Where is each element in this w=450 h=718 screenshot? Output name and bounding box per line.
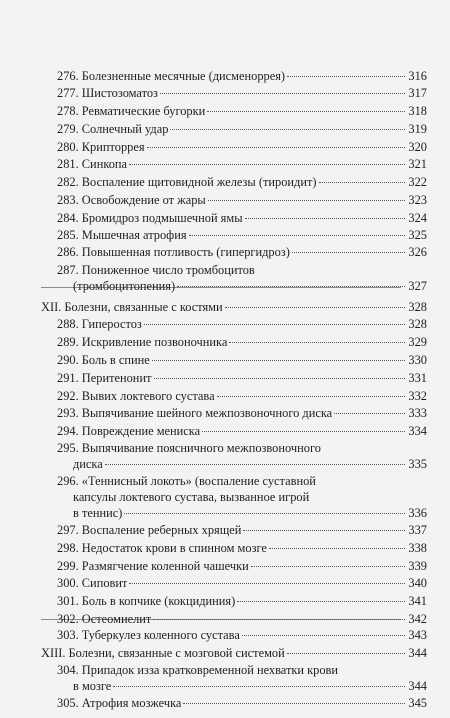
dot-leader bbox=[154, 378, 406, 379]
toc-entry-287-cont bbox=[73, 279, 427, 294]
entry-label: 295. Выпячивание поясничного межпозвоночного bbox=[57, 441, 321, 455]
entry-label: 278. Ревматические бугорки bbox=[57, 104, 206, 118]
page-number: 330 bbox=[408, 353, 427, 367]
entry-label: 300. Сиповит bbox=[57, 576, 128, 590]
entry-label: 281. Синкопа bbox=[57, 157, 128, 171]
entry-label: 299. Размягчение коленной чашечки bbox=[57, 559, 249, 573]
page-number: 317 bbox=[408, 86, 427, 100]
toc-entry-280 bbox=[57, 140, 427, 155]
page-number: 336 bbox=[408, 506, 427, 520]
dot-leader bbox=[147, 147, 406, 148]
entry-label: 303. Туберкулез коленного сустава bbox=[57, 628, 240, 642]
page-number: 321 bbox=[408, 157, 427, 171]
toc-entry-287 bbox=[57, 263, 255, 278]
dot-leader bbox=[251, 566, 406, 567]
toc-entry-301 bbox=[57, 594, 427, 609]
toc-entry-282 bbox=[57, 175, 427, 190]
entry-label: 276. Болезненные месячные (дисменоррея) bbox=[57, 69, 286, 83]
dot-leader bbox=[225, 307, 406, 308]
page-number: 333 bbox=[408, 406, 427, 420]
dot-leader bbox=[113, 686, 405, 687]
entry-label: 286. Повышенная потливость (гипергидроз) bbox=[57, 245, 290, 259]
toc-entry-288 bbox=[57, 317, 427, 332]
page-number: 343 bbox=[408, 628, 427, 642]
page-number: 326 bbox=[408, 245, 427, 259]
dot-leader bbox=[242, 635, 406, 636]
page-number: 339 bbox=[408, 559, 427, 573]
entry-label: 292. Вывих локтевого сустава bbox=[57, 389, 215, 403]
page-number: 329 bbox=[408, 335, 427, 349]
toc-entry-298 bbox=[57, 541, 427, 556]
dot-leader bbox=[237, 601, 405, 602]
toc-entry-304 bbox=[57, 663, 338, 678]
entry-label: 305. Атрофия мозжечка bbox=[57, 696, 182, 710]
entry-label: 285. Мышечная атрофия bbox=[57, 228, 187, 242]
dot-leader bbox=[207, 111, 405, 112]
page-number: 337 bbox=[408, 523, 427, 537]
page-number: 331 bbox=[408, 371, 427, 385]
toc-entry-281 bbox=[57, 157, 427, 172]
toc-entry-304-cont bbox=[73, 679, 427, 694]
entry-label: 301. Боль в копчике (кокцидиния) bbox=[57, 594, 236, 608]
toc-entry-296-cont bbox=[73, 506, 427, 521]
toc-entry-300 bbox=[57, 576, 427, 591]
dot-leader bbox=[177, 286, 405, 287]
entry-label: 296. «Теннисный локоть» (воспаление суставной bbox=[57, 474, 316, 488]
page-number: 327 bbox=[408, 279, 427, 293]
toc-entry-278 bbox=[57, 104, 427, 119]
page-number: 345 bbox=[408, 696, 427, 710]
page-number: 322 bbox=[408, 175, 427, 189]
toc-entry-293 bbox=[57, 406, 427, 421]
entry-label: 298. Недостаток крови в спинном мозге bbox=[57, 541, 267, 555]
toc-entry-284 bbox=[57, 211, 427, 226]
toc-entry-296-cont1 bbox=[73, 490, 309, 505]
dot-leader bbox=[144, 324, 406, 325]
entry-label: 289. Искривление позвоночника bbox=[57, 335, 228, 349]
page-number: 324 bbox=[408, 211, 427, 225]
entry-label: 283. Освобождение от жары bbox=[57, 193, 206, 207]
entry-label: 280. Криптоppея bbox=[57, 140, 145, 154]
dot-leader bbox=[245, 218, 406, 219]
toc-entry-279 bbox=[57, 122, 427, 137]
entry-label-cont: капсулы локтевого сустава, вызванное игрой bbox=[73, 490, 310, 504]
page-number: 328 bbox=[408, 300, 427, 314]
dot-leader bbox=[292, 252, 406, 253]
dot-leader bbox=[124, 513, 405, 514]
dot-leader bbox=[243, 530, 405, 531]
entry-label-cont: в мозге bbox=[73, 679, 112, 693]
entry-label: 293. Выпячивание шейного межпозвоночного диска bbox=[57, 406, 333, 420]
page-number: 344 bbox=[408, 679, 427, 693]
toc-entry-295 bbox=[57, 441, 321, 456]
page-number: 344 bbox=[408, 646, 427, 660]
section-label: XIII. Болезни, связанные с мозговой системой bbox=[41, 646, 285, 660]
page-number: 328 bbox=[408, 317, 427, 331]
dot-leader bbox=[170, 129, 405, 130]
entry-label: 288. Гиперостоз bbox=[57, 317, 142, 331]
toc-entry-286 bbox=[57, 245, 427, 260]
entry-label-cont: в теннис) bbox=[73, 506, 123, 520]
page-number: 319 bbox=[408, 122, 427, 136]
dot-leader bbox=[129, 164, 405, 165]
page-number: 342 bbox=[408, 612, 427, 626]
toc-entry-295-cont bbox=[73, 457, 427, 472]
dot-leader bbox=[208, 200, 406, 201]
page-number: 325 bbox=[408, 228, 427, 242]
dot-leader bbox=[287, 653, 406, 654]
toc-entry-276 bbox=[57, 69, 427, 84]
page-number: 320 bbox=[408, 140, 427, 154]
entry-label: 282. Воспаление щитовидной железы (тироидит) bbox=[57, 175, 317, 189]
dot-leader bbox=[105, 464, 406, 465]
dot-leader bbox=[269, 548, 406, 549]
toc-entry-305 bbox=[57, 696, 427, 711]
toc-entry-291 bbox=[57, 371, 427, 386]
entry-label: 291. Перитенонит bbox=[57, 371, 152, 385]
toc-entry-303 bbox=[57, 628, 427, 643]
toc-section-xiii bbox=[41, 646, 427, 661]
dot-leader bbox=[202, 431, 405, 432]
entry-label: 277. Шистозоматоз bbox=[57, 86, 158, 100]
dot-leader bbox=[129, 583, 405, 584]
dot-leader bbox=[152, 360, 406, 361]
dot-leader bbox=[160, 93, 405, 94]
section-label: XII. Болезни, связанные с костями bbox=[41, 300, 223, 314]
toc-entry-285 bbox=[57, 228, 427, 243]
page-number: 334 bbox=[408, 424, 427, 438]
dot-leader bbox=[189, 235, 406, 236]
dot-leader bbox=[287, 76, 405, 77]
page-number: 338 bbox=[408, 541, 427, 555]
page-number: 318 bbox=[408, 104, 427, 118]
dot-leader bbox=[183, 703, 405, 704]
entry-label: 287. Пониженное число тромбоцитов bbox=[57, 263, 255, 277]
page-number: 341 bbox=[408, 594, 427, 608]
entry-label-cont: диска bbox=[73, 457, 103, 471]
page-number: 323 bbox=[408, 193, 427, 207]
dot-leader bbox=[153, 619, 405, 620]
page-number: 335 bbox=[408, 457, 427, 471]
toc-entry-289 bbox=[57, 335, 427, 350]
dot-leader bbox=[334, 413, 405, 414]
toc-entry-294 bbox=[57, 424, 427, 439]
toc-entry-283 bbox=[57, 193, 427, 208]
dot-leader bbox=[229, 342, 405, 343]
entry-label: 290. Боль в спине bbox=[57, 353, 150, 367]
toc-entry-299 bbox=[57, 559, 427, 574]
entry-label: 304. Припадок изза кратковременной нехватки крови bbox=[57, 663, 339, 677]
toc-entry-290 bbox=[57, 353, 427, 368]
toc-entry-302 bbox=[57, 612, 427, 627]
page-number: 340 bbox=[408, 576, 427, 590]
entry-label: 297. Воспаление реберных хрящей bbox=[57, 523, 242, 537]
toc-entry-297 bbox=[57, 523, 427, 538]
entry-label-cont: (тромбоцитопения) bbox=[73, 279, 176, 293]
entry-label: 284. Бромидроз подмышечной ямы bbox=[57, 211, 243, 225]
dot-leader bbox=[319, 182, 406, 183]
toc-entry-296 bbox=[57, 474, 316, 489]
page-number: 316 bbox=[408, 69, 427, 83]
toc-entry-292 bbox=[57, 389, 427, 404]
entry-label: 294. Повреждение мениска bbox=[57, 424, 201, 438]
page-number: 332 bbox=[408, 389, 427, 403]
entry-label: 279. Солнечный удар bbox=[57, 122, 169, 136]
toc-entry-277 bbox=[57, 86, 427, 101]
dot-leader bbox=[217, 396, 406, 397]
entry-label: 302. Остеомиелит bbox=[57, 612, 152, 626]
toc-section-xii bbox=[41, 300, 427, 315]
